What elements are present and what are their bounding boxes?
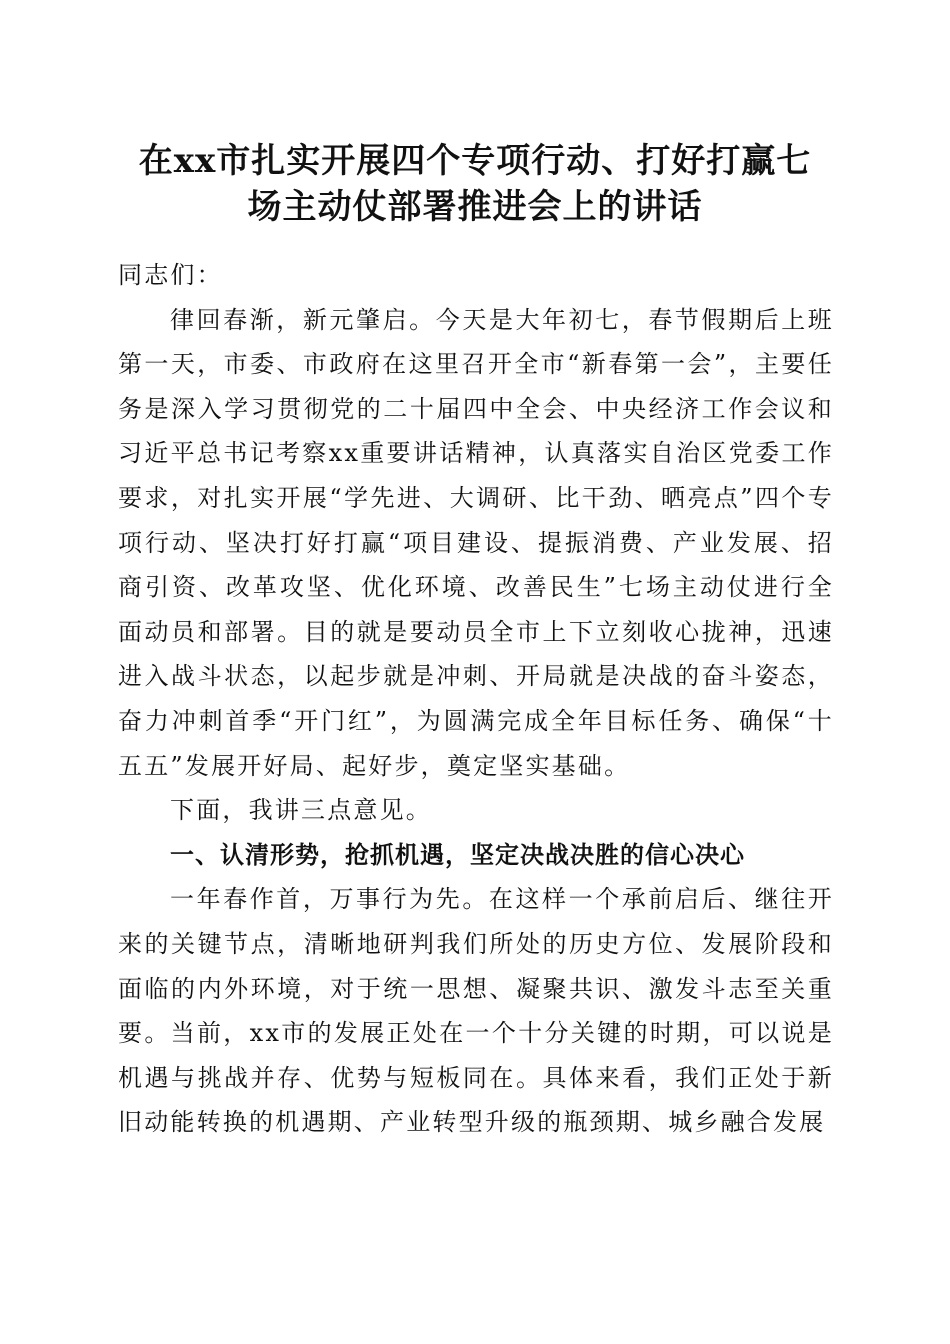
title-line-2: 场主动仗部署推进会上的讲话	[247, 187, 703, 227]
document-title	[100, 138, 850, 230]
title-line-1: 在xx市扎实开展四个专项行动、打好打赢七	[138, 141, 812, 181]
opening-paragraph: 律回春渐，新元肇启。今天是大年初七，春节假期后上班第一天，市委、市政府在这里召开全市“新春第一会”，主要任务是深入学习贯彻党的二十届四中全会、中央经济工作会议和习近平总书记考察xx重要讲话精神，认真落实自治区党委工作要求，对扎实开展“学先进、大调研、比干劲、晒亮点”四个专项行动、坚决打好打赢“项目建设、提振消费、产业发展、招商引资、改革攻坚、优化环境、改善民生”七场主动仗进行全面动员和部署。目的就是要动员全市上下立刻收心拢神，迅速进入战斗状态，以起步就是冲刺、开局就是决战的奋斗姿态，奋力冲刺首季“开门红”，为圆满完成全年目标任务、确保“十五五”发展开好局、起好步，奠定坚实基础。	[118, 305, 834, 780]
salutation: 同志们：	[118, 261, 223, 289]
transition-paragraph: 下面，我讲三点意见。	[170, 796, 432, 825]
document-body	[118, 253, 834, 1145]
section-1-heading: 一、认清形势，抢抓机遇，坚定决战决胜的信心决心	[170, 840, 745, 869]
section-1-paragraph: 一年春作首，万事行为先。在这样一个承前启后、继往开来的关键节点，清晰地研判我们所处的历史方位、发展阶段和面临的内外环境，对于统一思想、凝聚共识、激发斗志至关重要。当前，xx市的发展正处在一个十分关键的时期，可以说是机遇与挑战并存、优势与短板同在。具体来看，我们正处于新旧动能转换的机遇期、产业转型升级的瓶颈期、城乡融合发展	[118, 885, 834, 1137]
